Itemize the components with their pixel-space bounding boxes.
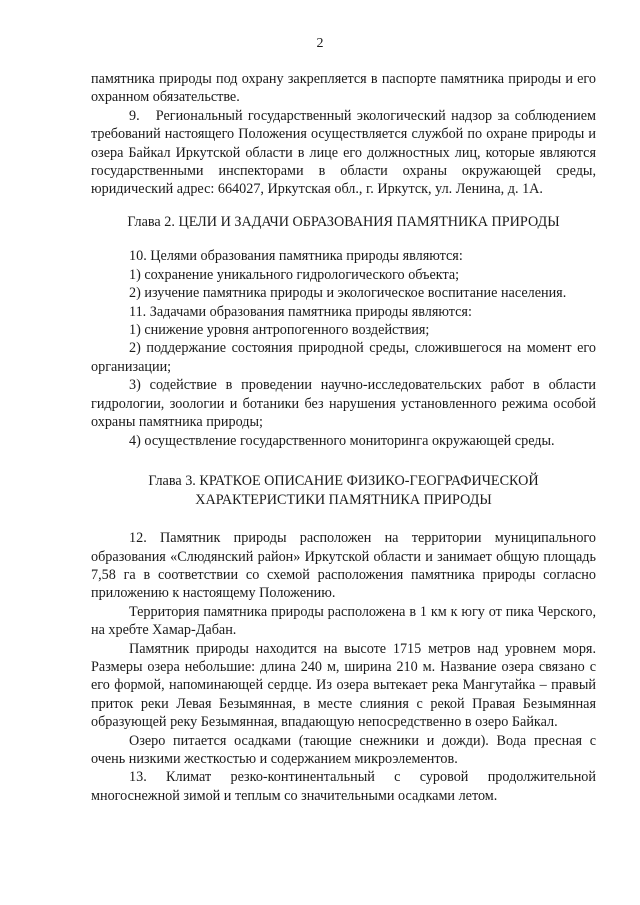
chapter-2-heading: Глава 2. ЦЕЛИ И ЗАДАЧИ ОБРАЗОВАНИЯ ПАМЯТНИКА ПРИРОДЫ: [127, 213, 560, 230]
list-item: 2) изучение памятника природы и экологическое воспитание населения.: [129, 285, 567, 302]
document-body: [91, 70, 596, 805]
list-item: 1) сохранение уникального гидрологического объекта;: [129, 266, 460, 283]
paragraph-11: 11. Задачами образования памятника природы являются:: [129, 303, 472, 320]
paragraph-9: 9. Региональный государственный экологический надзор за соблюдением требований настоящего Положения осуществляется службой по охране природы и озера Байкал Иркутской области в лице его должностных лиц, которые являются государственными инспекторами в области охраны окружающей среды, юридический адрес: 664027, Иркутская обл., г. Иркутск, ул. Ленина, д. 1А.: [91, 107, 596, 198]
list-item: 2) поддержание состояния природной среды, сложившегося на момент его организации;: [91, 340, 596, 375]
paragraph-continuation: памятника природы под охрану закрепляется в паспорте памятника природы и его охранном обязательстве.: [91, 71, 596, 106]
list-item: 1) снижение уровня антропогенного воздействия;: [129, 322, 430, 339]
chapter-3-heading-line1: Глава 3. КРАТКОЕ ОПИСАНИЕ ФИЗИКО-ГЕОГРАФИЧЕСКОЙ: [148, 472, 539, 489]
list-item: 3) содействие в проведении научно-исследовательских работ в области гидрологии, зоологии и ботаники без нарушения установленного режима особой охраны памятника природы;: [91, 377, 596, 431]
paragraph-water: Озеро питается осадками (тающие снежники и дожди). Вода пресная с очень низкими жесткостью и содержанием микроэлементов.: [91, 732, 596, 767]
paragraph-12: 12. Памятник природы расположен на территории муниципального образования «Слюдянский район» Иркутской области и занимает общую площадь 7,58 га в соответствии со схемой расположения памятника природы согласно приложению к настоящему Положению.: [91, 530, 596, 602]
page-number: 2: [316, 36, 324, 51]
paragraph-10: 10. Целями образования памятника природы являются:: [129, 248, 463, 265]
list-item: 4) осуществление государственного мониторинга окружающей среды.: [129, 432, 555, 449]
paragraph-altitude: Памятник природы находится на высоте 1715 метров над уровнем моря. Размеры озера небольшие: длина 240 м, ширина 210 м. Название озера связано с его формой, напоминающей сердце. Из озера вытекает река Мангутайка – правый приток реки Левая Безымянная, в месте слияния с рекой Правая Безымянная образующей реку Безымянная, впадающую непосредственно в озеро Байкал.: [91, 640, 596, 731]
chapter-3-heading-line2: ХАРАКТЕРИСТИКИ ПАМЯТНИКА ПРИРОДЫ: [195, 491, 492, 508]
paragraph-territory: Территория памятника природы расположена в 1 км к югу от пика Черского, на хребте Хамар-Дабан.: [91, 603, 596, 639]
paragraph-13: 13. Климат резко-континентальный с суровой продолжительной многоснежной зимой и теплым со значительными осадками летом.: [91, 769, 596, 804]
chapter-3-heading: [91, 472, 596, 509]
